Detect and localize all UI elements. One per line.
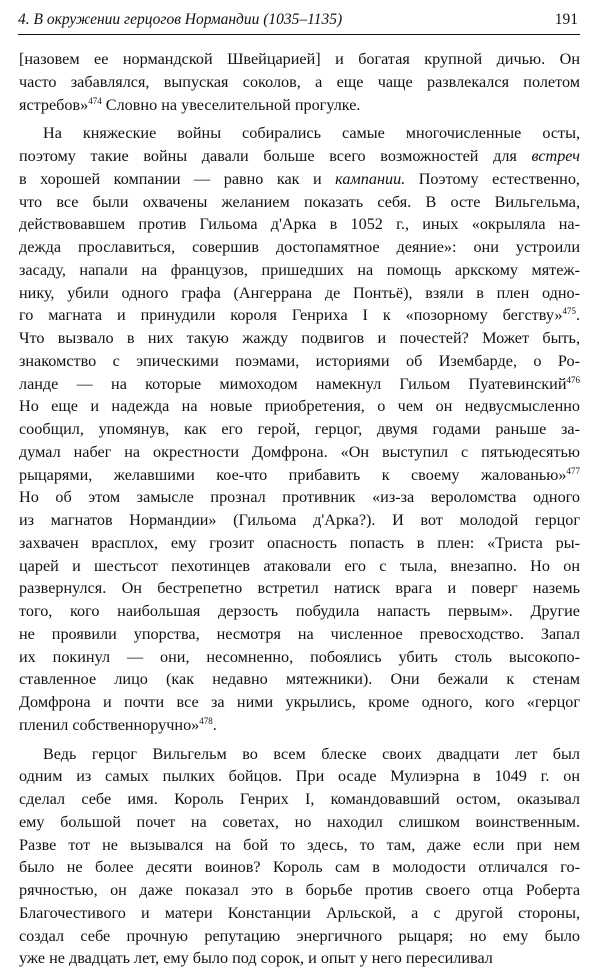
text-run: того, кого наибольшая дерзость побудила напасть первым». Другие <box>19 602 580 620</box>
text-run: поэтому такие войны давали больше всего возможностей для <box>19 147 532 165</box>
text-run: нику, убили одного графа (Ангеррана де Понтьё), взяли в плен одно- <box>19 284 580 302</box>
text-run: не проявили упорства, несмотря на численное превосходство. Запал <box>19 625 580 643</box>
text-line <box>19 191 580 214</box>
text-line <box>19 811 580 834</box>
text-run: ястребов» <box>19 96 88 114</box>
text-line <box>19 486 580 509</box>
footnote-ref: 474 <box>88 96 102 106</box>
italic-text: встреч <box>532 147 580 165</box>
text-run: царей и шестьсот пехотинцев атаковали его с тыла, внезапно. Но он <box>19 557 580 575</box>
text-run: было не более десяти воинов? Король сам в молодости отличался го- <box>19 858 580 876</box>
text-line <box>19 600 580 623</box>
italic-text: кампании. <box>335 170 405 188</box>
text-run: из магнатов Нормандии» (Гильома д'Арка?). И вот молодой герцог <box>19 511 580 529</box>
text-line <box>19 856 580 879</box>
text-line <box>19 902 580 925</box>
text-run: засаду, напали на французов, пришедших на помощь аркскому мятеж- <box>19 261 580 279</box>
text-run: ставленное лицо (как недавно мятежники). Они бежали к стенам <box>19 670 580 688</box>
text-line <box>19 259 580 282</box>
text-run: Домфрона и почти все за ними укрылись, кроме одного, кого «герцог <box>19 693 580 711</box>
text-run: действовавшем против Гильома д'Арка в 1052 г., иных «окрыляла на- <box>19 215 580 233</box>
text-line <box>19 623 580 646</box>
text-run: думал набег на окрестности Домфрона. «Он выступил с пятьюдесятью <box>19 443 580 461</box>
text-line <box>19 327 580 350</box>
text-run: сделал себе имя. Король Генрих I, командовавший остом, оказывал <box>19 790 580 808</box>
text-run: их покинул — они, несомненно, побоялись убить столь высокопо- <box>19 648 580 666</box>
text-line <box>19 788 580 811</box>
text-run: [назовем ее нормандской Швейцарией] и богатая крупной дичью. Он <box>19 50 580 68</box>
text-run: дежда прославиться, совершив достопамятное деяние»: они устроили <box>19 238 580 256</box>
text-run: развернулся. Он бестрепетно встретил натиск врага и поверг наземь <box>19 579 580 597</box>
text-line <box>19 532 580 555</box>
text-line <box>19 94 580 117</box>
text-line <box>19 577 580 600</box>
text-line <box>19 122 580 145</box>
text-line <box>19 168 580 191</box>
paragraph <box>19 122 580 736</box>
text-line <box>19 879 580 902</box>
text-run: Словно на увеселительной прогулке. <box>102 96 361 114</box>
text-line <box>19 48 580 71</box>
text-line <box>19 743 580 766</box>
body-text <box>19 48 580 970</box>
text-line <box>19 373 580 396</box>
chapter-title: 4. В окружении герцогов Нормандии (1035–1135) <box>18 6 342 34</box>
text-line <box>19 441 580 464</box>
running-header <box>18 6 580 35</box>
text-line <box>19 509 580 532</box>
text-line <box>19 236 580 259</box>
text-line <box>19 668 580 691</box>
footnote-ref: 478 <box>199 716 213 726</box>
text-run: На княжеские войны собирались самые многочисленные осты, <box>43 124 580 142</box>
text-line <box>19 646 580 669</box>
text-line <box>19 464 580 487</box>
text-run: . <box>213 716 217 734</box>
text-run: Но еще и надежда на новые приобретения, о чем он недвусмысленно <box>19 397 580 415</box>
text-line <box>19 213 580 236</box>
text-line <box>19 145 580 168</box>
text-line <box>19 304 580 327</box>
text-run: уже не двадцать лет, ему было под сорок, и опыт у него пересиливал <box>19 949 493 967</box>
text-line <box>19 282 580 305</box>
text-line <box>19 395 580 418</box>
text-run: что все были охвачены желанием показать себя. В осте Вильгельма, <box>19 193 580 211</box>
page-number: 191 <box>555 6 578 34</box>
text-run: пленил собственноручно» <box>19 716 199 734</box>
text-run: Ведь герцог Вильгельм во всем блеске своих двадцати лет был <box>43 745 580 763</box>
text-line <box>19 925 580 948</box>
footnote-ref: 476 <box>567 375 581 385</box>
text-run: рячностью, он даже показал это в борьбе против своего отца Роберта <box>19 881 580 899</box>
text-line <box>19 555 580 578</box>
text-line <box>19 834 580 857</box>
text-line <box>19 71 580 94</box>
text-run: знакомство с эпическими поэмами, историями об Изембарде, о Ро- <box>19 352 580 370</box>
text-run: часто забавлялся, выпуская соколов, а еще чаще развлекался полетом <box>19 73 580 91</box>
text-run: го магната и принудили короля Генриха I к «позорному бегству» <box>19 306 562 324</box>
footnote-ref: 475 <box>562 306 576 316</box>
paragraph <box>19 48 580 116</box>
text-line <box>19 714 580 737</box>
text-run: захвачен врасплох, ему грозит опасность попасть в плен: «Триста ры- <box>19 534 580 552</box>
text-run: ланде — на которые мимоходом намекнул Гильом Пуатевинский <box>19 375 567 393</box>
text-run: рыцарями, желавшими кое-что прибавить к своему жалованью» <box>19 466 567 484</box>
text-run: . <box>576 306 580 324</box>
text-run: Благочестивого и матери Констанции Арльской, а с другой стороны, <box>19 904 580 922</box>
text-run: Поэтому естественно, <box>405 170 580 188</box>
text-run: ему большой почет на советах, но находил слишком воинственным. <box>19 813 580 831</box>
text-line <box>19 765 580 788</box>
footnote-ref: 477 <box>567 466 581 476</box>
text-line <box>19 350 580 373</box>
text-run: Что вызвало в них такую жажду подвигов и почестей? Может быть, <box>19 329 580 347</box>
paragraph <box>19 743 580 970</box>
text-run: Но об этом замысле прознал противник «из-за вероломства одного <box>19 488 580 506</box>
text-run: одним из самых пылких бойцов. При осаде Мулиэрна в 1049 г. он <box>19 767 580 785</box>
text-run: сообщил, упомянув, как его герой, герцог, двумя годами раньше за- <box>19 420 580 438</box>
text-run: Разве тот не вызывался на бой то здесь, то там, даже если при нем <box>19 836 580 854</box>
text-run: в хорошей компании — равно как и <box>19 170 335 188</box>
text-line <box>19 418 580 441</box>
text-run: создал себе прочную репутацию энергичного рыцаря; но ему было <box>19 927 580 945</box>
text-line <box>19 691 580 714</box>
